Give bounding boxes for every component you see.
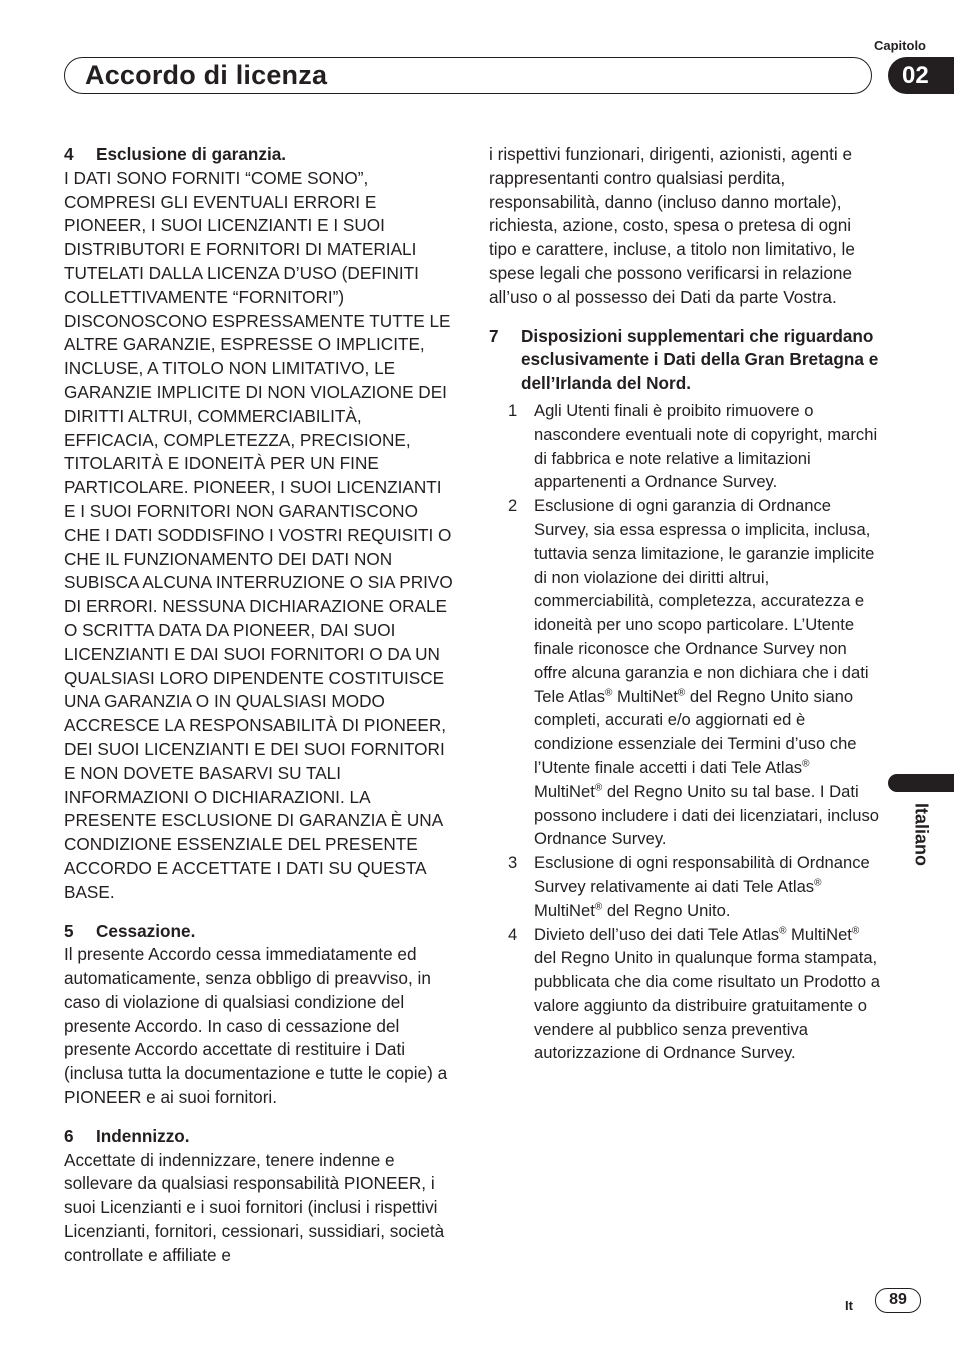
section-number: 6 [64, 1125, 74, 1146]
list-item [489, 494, 881, 851]
chapter-number-badge: 02 [888, 57, 954, 94]
text-run: MultiNet [786, 924, 852, 944]
footer-language-code: It [845, 1298, 853, 1313]
text-run: del Regno Unito siano completi, accurati e/o aggiornati ed è condizione essenziale dei Termini d’uso che l’Utente finale accetti i dati Tele Atlas [534, 686, 857, 777]
right-column [489, 143, 881, 1080]
section-number: 5 [64, 920, 74, 941]
registered-mark: ® [779, 924, 787, 936]
section-7 [489, 325, 881, 1066]
side-language-label: Italiano [911, 802, 932, 866]
section-heading-text: Esclusione di garanzia. [96, 144, 287, 164]
section-4 [64, 143, 456, 905]
numbered-list [489, 399, 881, 1065]
section-heading [64, 920, 456, 944]
section-body: I DATI SONO FORNITI “COME SONO”, COMPRESI GLI EVENTUALI ERRORI E PIONEER, I SUOI LICENZIANTI E I SUOI DISTRIBUTORI E FORNITORI DI MATERIALI TUTELATI DALLA LICENZA D’USO (DEFINITI COLLETTIVAMENTE “FORNITORI”) DISCONOSCONO ESPRESSAMENTE TUTTE LE ALTRE GARANZIE, ESPRESSE O IMPLICITE, INCLUSE, A TITOLO NON LIMITATIVO, LE GARANZIE IMPLICITE DI NON VIOLAZIONE DEI DIRITTI ALTRUI, COMMERCIABILITÀ, EFFICACIA, COMPLETEZZA, PRECISIONE, TITOLARITÀ E IDONEITÀ PER UN FINE PARTICOLARE. PIONEER, I SUOI LICENZIANTI E I SUOI FORNITORI NON GARANTISCONO CHE I DATI SODDISFINO I VOSTRI REQUISITI O CHE IL FUNZIONAMENTO DEI DATI NON SUBISCA ALCUNA INTERRUZIONE O SIA PRIVO DI ERRORI. NESSUNA DICHIARAZIONE ORALE O SCRITTA DATA DA PIONEER, DAI SUOI LICENZIANTI E DAI SUOI FORNITORI O DA UN QUALSIASI LORO DIPENDENTE COSTITUISCE UNA GARANZIA O IN QUALSIASI MODO ACCRESCE LA RESPONSABILITÀ DI PIONEER, DEI SUOI LICENZIANTI E DEI SUOI FORNITORI E NON DOVETE BASARVI SU TALI INFORMAZIONI O DICHIARAZIONI. LA PRESENTE ESCLUSIONE DI GARANZIA È UNA CONDIZIONE ESSENZIALE DEL PRESENTE ACCORDO E ACCETTATE I DATI SU QUESTA BASE. [64, 167, 453, 902]
registered-mark: ® [851, 924, 860, 936]
text-run: MultiNet [612, 686, 678, 706]
text-run: MultiNet [534, 900, 595, 920]
page-title: Accordo di licenza [85, 60, 328, 90]
section-number: 7 [489, 325, 499, 346]
title-bar [64, 57, 872, 94]
section-heading [64, 1125, 456, 1149]
section-6 [64, 1125, 456, 1268]
list-item [489, 399, 881, 494]
section-heading-text: Cessazione. [96, 920, 196, 941]
registered-mark: ® [814, 877, 822, 889]
text-run: del Regno Unito in qualunque forma stampata, pubblicata che dia come risultato un Prodotto a valore aggiunto da distribuire gratuitamente o vendere al pubblico senza preventiva autorizzazione di Ordnance Survey. [534, 948, 880, 1063]
section-heading [489, 325, 881, 396]
side-tab-marker [888, 774, 954, 792]
registered-mark: ® [605, 687, 613, 698]
section-heading-text: Disposizioni supplementari che riguardano esclusivamente i Dati della Gran Bretagna e dell’Irlanda del Nord. [521, 325, 879, 394]
item-text [534, 851, 881, 922]
text-run: Divieto dell’uso dei dati Tele Atlas [534, 924, 780, 944]
item-text [534, 494, 881, 851]
section-body: Accettate di indennizzare, tenere indenne e sollevare da qualsiasi responsabilità PIONEER, i suoi Licenzianti e i suoi fornitori (inclusi i rispettivi Licenzianti, fornitori, cessionari, sussidiari, società controllate e affiliate e [64, 1149, 445, 1265]
text-run: del Regno Unito. [602, 900, 731, 920]
registered-mark: ® [594, 901, 603, 913]
section-heading-text: Indennizzo. [96, 1125, 190, 1146]
section-6-continuation [489, 143, 881, 310]
text-run: Esclusione di ogni responsabilità di Ordnance Survey relativamente ai dati Tele Atlas [534, 853, 870, 896]
item-text [534, 923, 881, 1066]
item-number: 3 [508, 853, 518, 873]
registered-mark: ® [594, 782, 603, 794]
registered-mark: ® [677, 687, 686, 698]
text-run: MultiNet [534, 781, 595, 801]
chapter-label: Capitolo [874, 38, 926, 53]
left-column [64, 143, 456, 1283]
text-run: Esclusione di ogni garanzia di Ordnance Survey, sia essa espressa o implicita, inclusa, tuttavia senza limitazione, le garanzie implicite di non violazione dei diritti altrui, commerciabilità, completezza, accuratezza e idoneità per uno scopo particolare. L’Utente finale riconosce che Ordnance Survey non offre alcuna garanzia e non dichiara che i dati Tele Atlas [534, 496, 875, 706]
section-5 [64, 920, 456, 1110]
item-number: 1 [508, 400, 518, 420]
list-item [489, 851, 881, 922]
section-number: 4 [64, 144, 74, 164]
section-body: Il presente Accordo cessa immediatamente ed automaticamente, senza obbligo di preavviso, in caso di violazione di qualsiasi condizione del presente Accordo. In caso di cessazione del presente Accordo accettate di restituire i Dati (inclusa tutta la documentazione e tutte le copie) a PIONEER e ai suoi fornitori. [64, 944, 448, 1108]
registered-mark: ® [802, 758, 810, 770]
item-number: 2 [508, 496, 518, 516]
item-number: 4 [508, 924, 518, 944]
text-run: del Regno Unito su tal base. I Dati possono includere i dati dei licenziatari, incluso Ordnance Survey. [534, 781, 879, 849]
list-item [489, 923, 881, 1066]
section-body: i rispettivi funzionari, dirigenti, azionisti, agenti e rappresentanti contro qualsiasi perdita, responsabilità, danno (incluso danno mortale), richiesta, azione, costo, spesa o pretesa di ogni tipo e carattere, incluse, a titolo non limitativo, le spese legali che possono verificarsi in relazione all’uso o al possesso dei Dati da parte Vostra. [489, 144, 855, 307]
section-heading [64, 143, 456, 167]
item-text: Agli Utenti finali è proibito rimuovere o nascondere eventuali note di copyright, marchi di fabbrica e note relative a limitazioni appartenenti a Ordnance Survey. [534, 400, 878, 492]
page-number: 89 [875, 1288, 921, 1313]
